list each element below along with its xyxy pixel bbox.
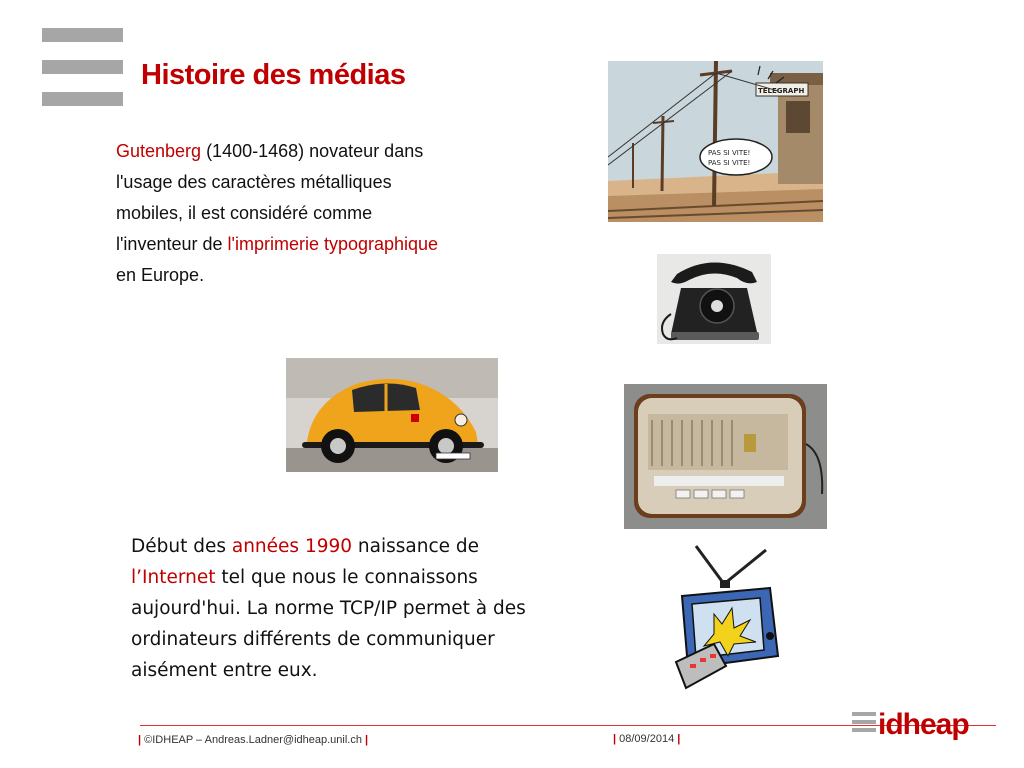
text: en Europe. xyxy=(116,265,205,285)
footer-copyright xyxy=(138,734,368,746)
speech-bubble-line: PAS SI VITE! xyxy=(708,159,751,167)
gutenberg-paragraph xyxy=(116,136,446,291)
speech-bubble-line: PAS SI VITE! xyxy=(708,149,751,157)
text: tel que nous le connaissons aujourd'hui. La norme TCP/IP permet à des ordinateurs différents de communiquer aisément entre eux. xyxy=(131,567,526,681)
decorative-bars xyxy=(42,28,123,124)
tv-clipart-image xyxy=(674,544,780,690)
footer-copyright-text: ©IDHEAP – Andreas.Ladner@idheap.unil.ch xyxy=(144,734,362,746)
idheap-logo xyxy=(852,700,982,748)
footer-date-text: 08/09/2014 xyxy=(619,733,675,745)
footer-separator: | xyxy=(677,733,681,745)
telegraph-sign-text: TELEGRAPH xyxy=(758,87,805,95)
internet-paragraph xyxy=(131,531,551,686)
bar xyxy=(42,60,123,74)
slide-title: Histoire des médias xyxy=(141,59,406,91)
footer-date xyxy=(613,733,680,745)
text: Début des xyxy=(131,536,232,557)
annees-link: années 1990 xyxy=(231,536,353,557)
bar xyxy=(42,92,123,106)
vintage-radio-image xyxy=(624,384,827,529)
gutenberg-link: Gutenberg xyxy=(116,141,202,161)
imprimerie-link: l'imprimerie typographique xyxy=(227,234,439,254)
rotary-phone-image xyxy=(657,254,771,344)
footer-separator: | xyxy=(613,733,617,745)
footer-separator: | xyxy=(138,734,142,746)
text: (1400-1468) novateur dans l'usage des caractères métalliques mobiles, il est considéré comme l'inventeur de xyxy=(116,141,424,254)
bar xyxy=(42,28,123,42)
footer-separator: | xyxy=(365,734,369,746)
internet-link: l’Internet xyxy=(131,567,216,588)
text: naissance de xyxy=(352,536,480,557)
telegraph-comic-image xyxy=(608,61,823,222)
vw-beetle-image xyxy=(286,358,498,472)
logo-text: idheap xyxy=(878,708,969,741)
